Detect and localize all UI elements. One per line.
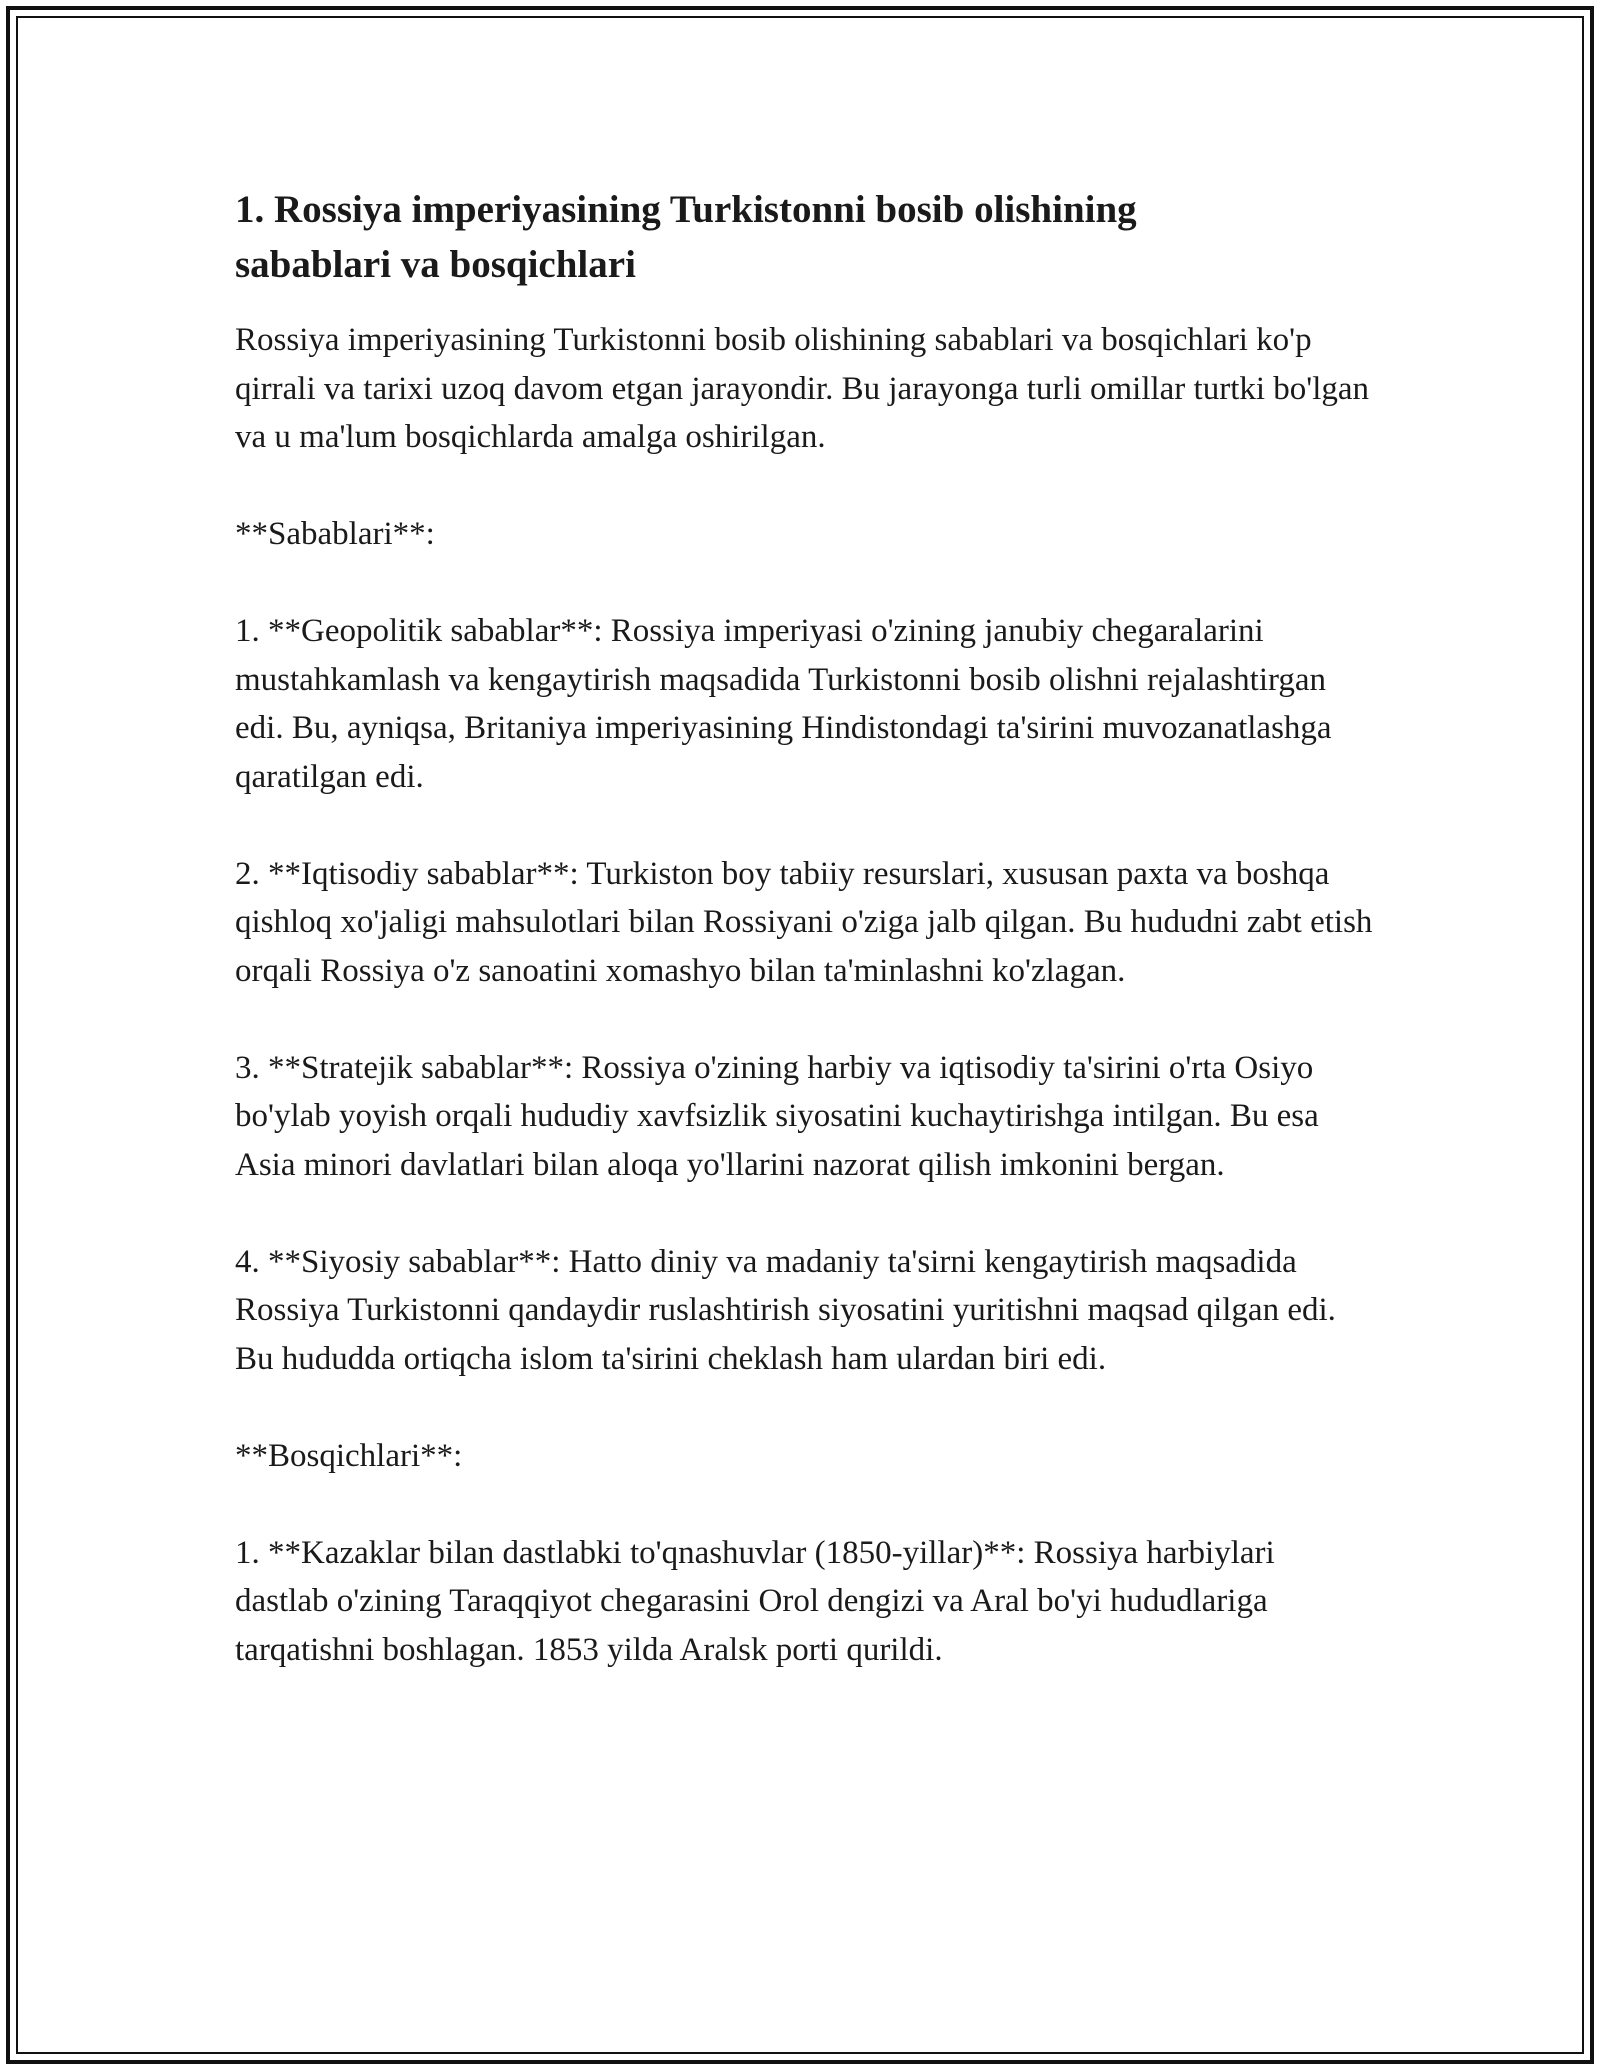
heading-line-2: sabablari va bosqichlari xyxy=(235,243,636,286)
reasons-label: **Sabablari**: xyxy=(235,516,435,552)
reason-paragraph-3: 3. **Stratejik sabablar**: Rossiya o'zining harbiy va iqtisodiy ta'sirini o'rta Osiyo bo'ylab yoyish orqali hududiy xavfsizlik siyosatini kuchaytirishga intilgan. Bu esa Asia minori davlatlari bilan aloqa yo'llarini nazorat qilish imkonini bergan. xyxy=(235,1049,1319,1183)
document-body xyxy=(235,182,1375,1674)
document-heading xyxy=(235,182,1375,292)
reason-paragraph-4: 4. **Siyosiy sabablar**: Hatto diniy va madaniy ta'sirni kengaytirish maqsadida Rossiya Turkistonni qandaydir ruslashtirish siyosatini yuritishni maqsad qilgan edi. Bu hududda ortiqcha islom ta'sirini cheklash ham ulardan biri edi. xyxy=(235,1243,1336,1377)
intro-paragraph: Rossiya imperiyasining Turkistonni bosib olishining sabablari va bosqichlari ko'p qirrali va tarixi uzoq davom etgan jarayondir. Bu jarayonga turli omillar turtki bo'lgan va u ma'lum bosqichlarda amalga oshirilgan. xyxy=(235,322,1370,455)
reason-paragraph-2: 2. **Iqtisodiy sabablar**: Turkiston boy tabiiy resurslari, xususan paxta va boshqa qishloq xo'jaligi mahsulotlari bilan Rossiyani o'ziga jalb qilgan. Bu hududni zabt etish orqali Rossiya o'z sanoatini xomashyo bilan ta'minlashni ko'zlagan. xyxy=(235,855,1373,989)
stages-label: **Bosqichlari**: xyxy=(235,1437,463,1474)
reason-paragraph-1: 1. **Geopolitik sabablar**: Rossiya imperiyasi o'zining janubiy chegaralarini mustahkamlash va kengaytirish maqsadida Turkistonni bosib olishni rejalashtirgan edi. Bu, ayniqsa, Britaniya imperiyasining Hindistondagi ta'sirini muvozanatlashga qaratilgan edi. xyxy=(235,613,1332,795)
heading-line-1: 1. Rossiya imperiyasining Turkistonni bosib olishining xyxy=(235,188,1137,231)
stage-paragraph-1: 1. **Kazaklar bilan dastlabki to'qnashuvlar (1850-yillar)**: Rossiya harbiylari dastlab o'zining Taraqqiyot chegarasini Orol dengizi va Aral bo'yi hududlariga tarqatishni boshlagan. 1853 yilda Aralsk porti qurildi. xyxy=(235,1534,1275,1668)
